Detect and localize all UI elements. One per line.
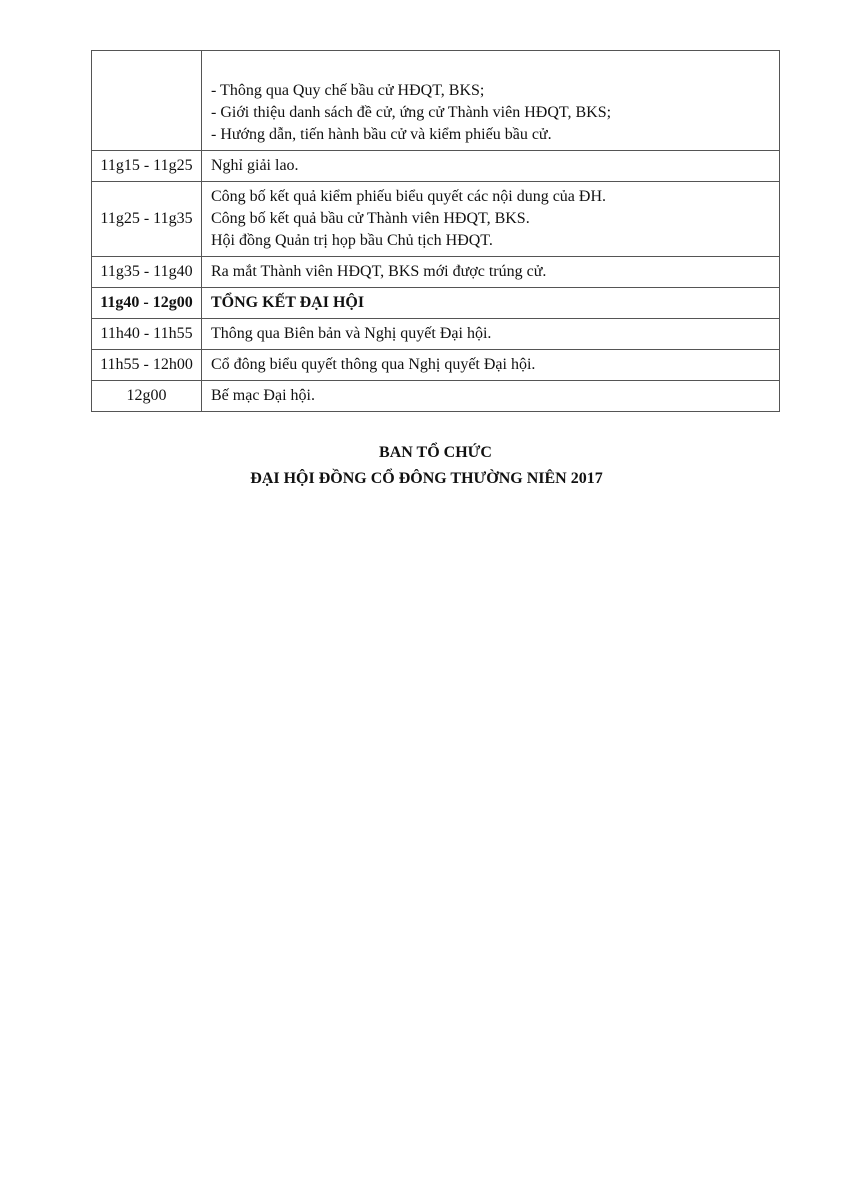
description-cell xyxy=(202,257,780,288)
time-cell: 11g35 - 11g40 xyxy=(92,257,202,288)
description-cell xyxy=(202,182,780,257)
table-row xyxy=(92,51,780,151)
description-cell xyxy=(202,381,780,412)
time-cell: 11h40 - 11h55 xyxy=(92,319,202,350)
table-row xyxy=(92,151,780,182)
description-cell xyxy=(202,51,780,151)
section-heading-row xyxy=(92,288,780,319)
time-cell: 11g15 - 11g25 xyxy=(92,151,202,182)
description-line: - Giới thiệu danh sách đề cử, ứng cử Thành viên HĐQT, BKS; xyxy=(211,104,612,121)
description-line: Bế mạc Đại hội. xyxy=(211,387,315,404)
description-cell xyxy=(202,151,780,182)
table-row xyxy=(92,319,780,350)
agenda-table xyxy=(91,50,780,412)
organizer-title: BAN TỔ CHỨC xyxy=(379,444,492,461)
meeting-title: ĐẠI HỘI ĐỒNG CỔ ĐÔNG THƯỜNG NIÊN 2017 xyxy=(250,470,603,487)
time-cell: 11h55 - 12h00 xyxy=(92,350,202,381)
description-line: Hội đồng Quản trị họp bầu Chủ tịch HĐQT. xyxy=(211,232,493,249)
table-row xyxy=(92,257,780,288)
description-line: Cổ đông biểu quyết thông qua Nghị quyết Đại hội. xyxy=(211,356,536,373)
description-line: Ra mắt Thành viên HĐQT, BKS mới được trúng cử. xyxy=(211,263,547,280)
organizer-signoff xyxy=(91,440,780,492)
time-cell: 11g25 - 11g35 xyxy=(92,182,202,257)
description-line: Nghỉ giải lao. xyxy=(211,157,299,174)
time-cell: 11g40 - 12g00 xyxy=(92,288,202,319)
description-line: Công bố kết quả bầu cử Thành viên HĐQT, BKS. xyxy=(211,210,530,227)
description-line: Thông qua Biên bản và Nghị quyết Đại hội. xyxy=(211,325,492,342)
description-cell xyxy=(202,319,780,350)
section-heading-cell xyxy=(202,288,780,319)
section-heading: TỔNG KẾT ĐẠI HỘI xyxy=(211,294,365,311)
time-cell xyxy=(92,51,202,151)
table-row xyxy=(92,381,780,412)
time-cell: 12g00 xyxy=(92,381,202,412)
table-row xyxy=(92,350,780,381)
description-line: - Thông qua Quy chế bầu cử HĐQT, BKS; xyxy=(211,82,485,99)
description-line: Công bố kết quả kiểm phiếu biểu quyết các nội dung của ĐH. xyxy=(211,188,607,205)
table-row xyxy=(92,182,780,257)
description-cell xyxy=(202,350,780,381)
description-line: - Hướng dẫn, tiến hành bầu cử và kiểm phiếu bầu cử. xyxy=(211,126,552,143)
